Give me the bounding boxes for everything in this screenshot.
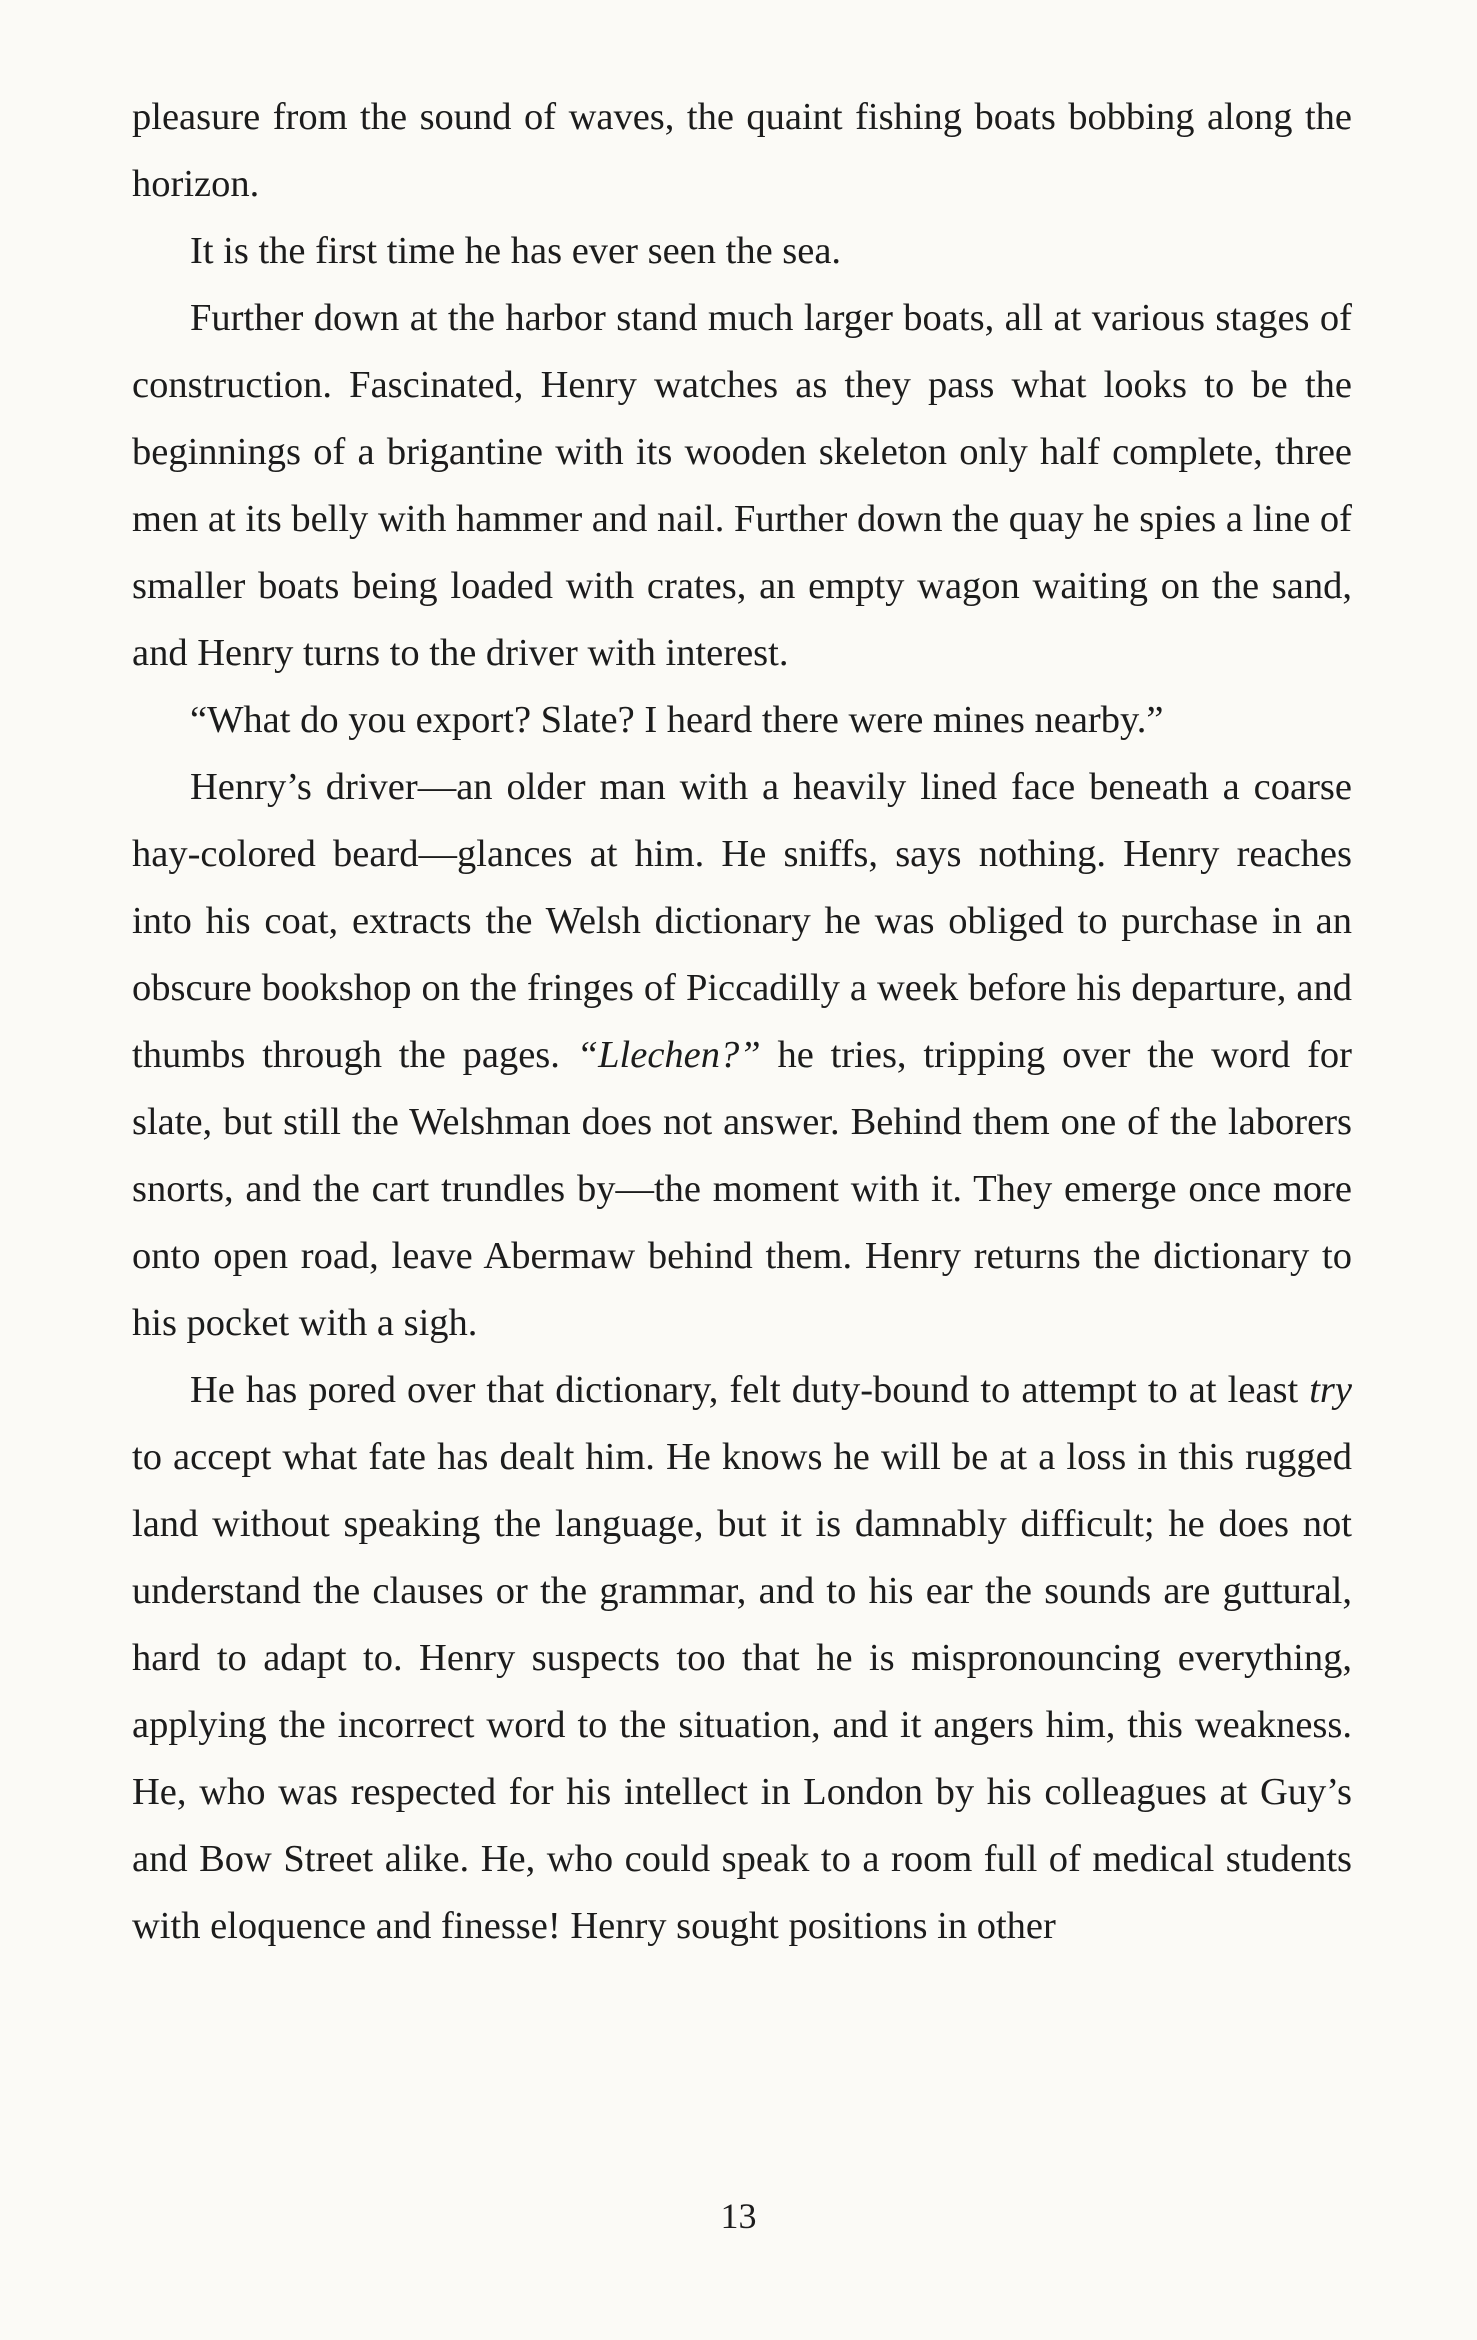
paragraph <box>132 285 1352 687</box>
paragraph-text: “What do you export? Slate? I heard there were mines nearby.” <box>190 699 1164 741</box>
body-text <box>132 84 1352 1960</box>
paragraph-text: Henry’s driver—an older man with a heavily lined face beneath a coarse hay-colored beard—glances at him. He sniffs, says nothing. Henry reaches into his coat, extracts the Welsh dictionary he was obliged to purchase in an obscure bookshop on the fringes of Piccadilly a week before his departure, and thumbs through the pages. <box>132 766 1352 1076</box>
paragraph <box>132 84 1352 218</box>
page-number: 13 <box>720 2196 757 2236</box>
paragraph-text: pleasure from the sound of waves, the quaint fishing boats bobbing along the horizon. <box>132 96 1352 205</box>
paragraph-text: He has pored over that dictionary, felt duty-bound to attempt to at least <box>190 1369 1310 1411</box>
italic-text: try <box>1309 1369 1352 1411</box>
paragraph-text: he tries, tripping over the word for slate, but still the Welshman does not answer. Behind them one of the laborers snorts, and the cart trundles by—the moment with it. They emerge once more onto open road, leave Abermaw behind them. Henry returns the dictionary to his pocket with a sigh. <box>132 1034 1352 1344</box>
paragraph-text: It is the first time he has ever seen the sea. <box>190 230 842 272</box>
italic-text: “Llechen?” <box>576 1034 761 1076</box>
paragraph <box>132 687 1352 754</box>
paragraph <box>132 218 1352 285</box>
paragraph <box>132 1357 1352 1960</box>
paragraph-text: Further down at the harbor stand much larger boats, all at various stages of construction. Fascinated, Henry watches as they pass what looks to be the beginnings of a brigantine with its wooden skeleton only half complete, three men at its belly with hammer and nail. Further down the quay he spies a line of smaller boats being loaded with crates, an empty wagon waiting on the sand, and Henry turns to the driver with interest. <box>132 297 1352 674</box>
paragraph-text: to accept what fate has dealt him. He knows he will be at a loss in this rugged land without speaking the language, but it is damnably difficult; he does not understand the clauses or the grammar, and to his ear the sounds are guttural, hard to adapt to. Henry suspects too that he is mispronouncing everything, applying the incorrect word to the situation, and it angers him, this weakness. He, who was respected for his intellect in London by his colleagues at Guy’s and Bow Street alike. He, who could speak to a room full of medical students with eloquence and finesse! Henry sought positions in other <box>132 1436 1352 1947</box>
paragraph <box>132 754 1352 1357</box>
